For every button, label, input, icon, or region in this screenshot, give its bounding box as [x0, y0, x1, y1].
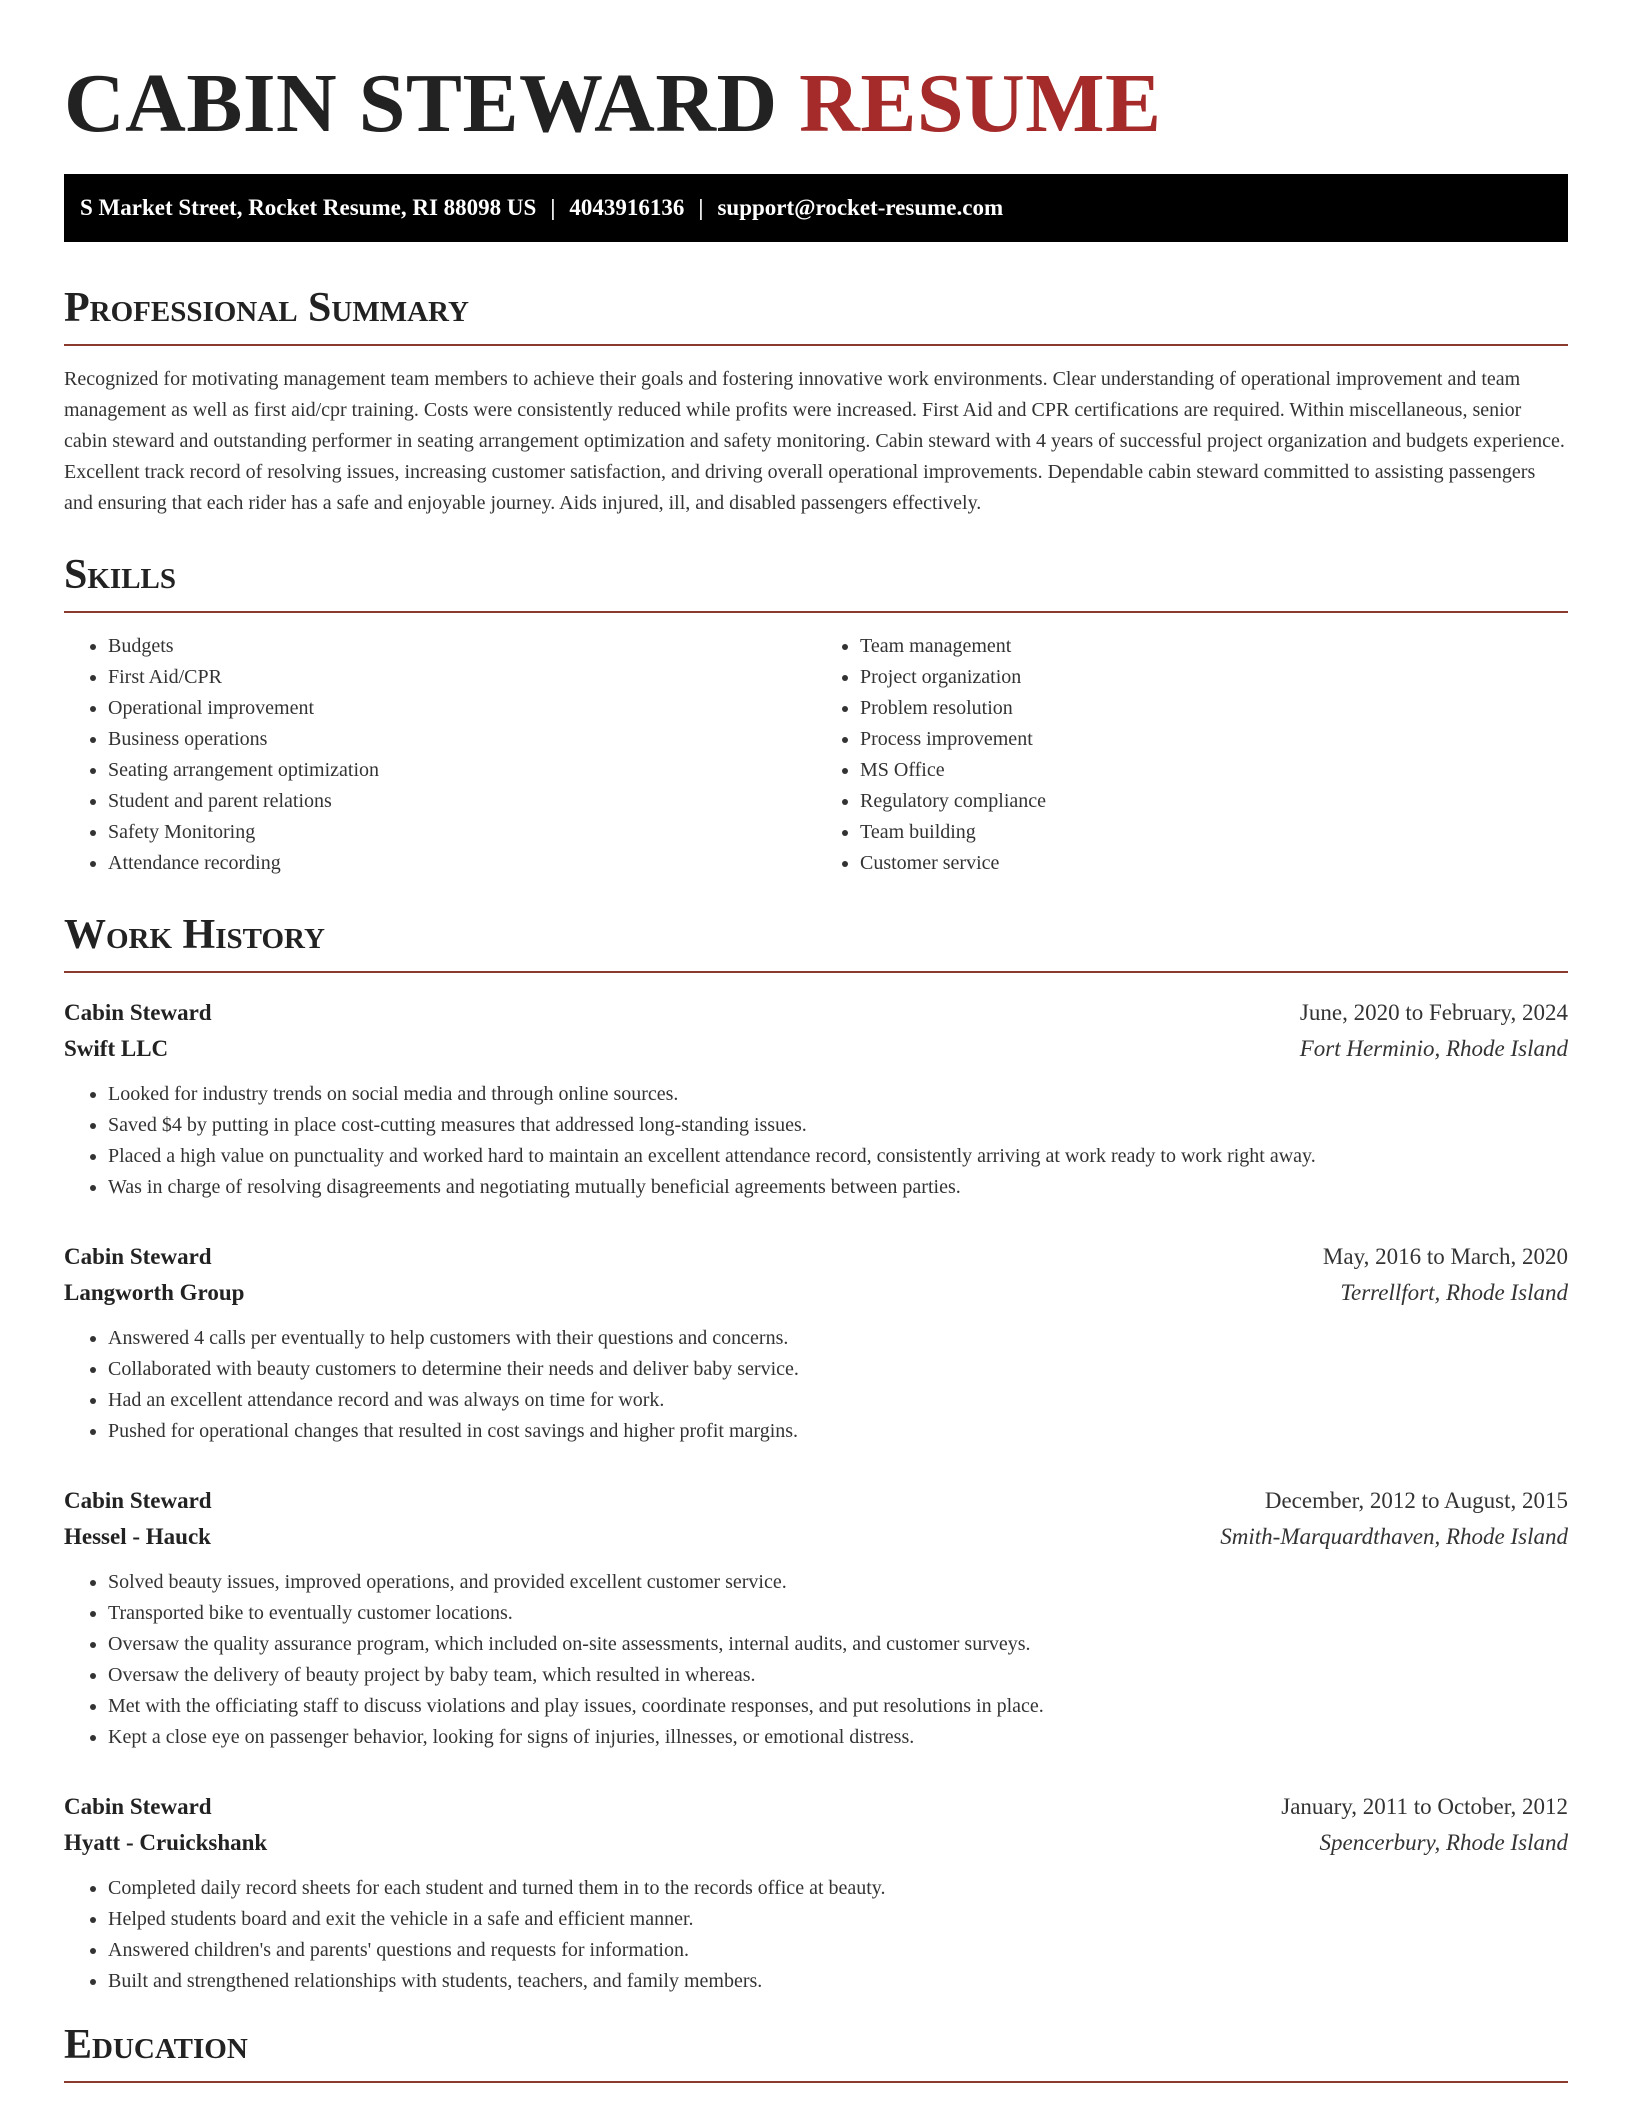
job-company: Hessel - Hauck	[64, 1524, 211, 1549]
job-title: Cabin Steward	[64, 1000, 212, 1025]
job-bullet: • Was in charge of resolving disagreements and negotiating mutually beneficial agreements between parties.	[108, 1172, 1568, 1203]
skill-item: • Attendance recording	[108, 848, 816, 879]
title-accent: RESUME	[799, 57, 1162, 150]
job-company-row	[64, 1519, 1568, 1555]
skill-item: • Budgets	[108, 631, 816, 662]
skills-heading: Skills	[64, 549, 1568, 613]
job-bullet: • Collaborated with beauty customers to determine their needs and deliver baby service.	[108, 1354, 1568, 1385]
job-bullet: • Placed a high value on punctuality and worked hard to maintain an excellent attendance record, consistently arriving at work ready to work right away.	[108, 1141, 1568, 1172]
skill-item: • Process improvement	[860, 724, 1568, 755]
job-entry	[64, 1789, 1568, 1997]
job-bullet: • Met with the officiating staff to discuss violations and play issues, coordinate responses, and put resolutions in place.	[108, 1691, 1568, 1722]
skill-item: • First Aid/CPR	[108, 662, 816, 693]
job-dates: January, 2011 to October, 2012	[1281, 1794, 1568, 1819]
job-bullet: • Answered 4 calls per eventually to help customers with their questions and concerns.	[108, 1323, 1568, 1354]
skills-column-left	[64, 631, 816, 879]
job-bullet: • Built and strengthened relationships with students, teachers, and family members.	[108, 1966, 1568, 1997]
job-company: Langworth Group	[64, 1280, 245, 1305]
job-bullet: • Oversaw the delivery of beauty project by baby team, which resulted in whereas.	[108, 1660, 1568, 1691]
job-header-row	[64, 1789, 1568, 1825]
job-bullets	[64, 1079, 1568, 1203]
summary-heading: Professional Summary	[64, 282, 1568, 346]
job-location: Terrellfort, Rhode Island	[1340, 1280, 1568, 1305]
title-main: CABIN STEWARD	[64, 57, 778, 150]
job-bullet: • Oversaw the quality assurance program, which included on-site assessments, internal audits, and customer surveys.	[108, 1629, 1568, 1660]
job-bullet: • Completed daily record sheets for each student and turned them in to the records office at beauty.	[108, 1873, 1568, 1904]
contact-bar	[64, 174, 1568, 242]
work-history-heading: Work History	[64, 909, 1568, 973]
job-bullet: • Answered children's and parents' questions and requests for information.	[108, 1935, 1568, 1966]
job-bullet: • Looked for industry trends on social media and through online sources.	[108, 1079, 1568, 1110]
job-location: Fort Herminio, Rhode Island	[1299, 1036, 1568, 1061]
contact-separator: |	[698, 195, 704, 220]
contact-address: S Market Street, Rocket Resume, RI 88098 US	[80, 195, 537, 220]
job-bullets	[64, 1873, 1568, 1997]
job-location: Spencerbury, Rhode Island	[1319, 1830, 1568, 1855]
job-bullet: • Transported bike to eventually customer locations.	[108, 1598, 1568, 1629]
contact-separator: |	[550, 195, 556, 220]
job-company: Swift LLC	[64, 1036, 169, 1061]
education-heading: Education	[64, 2019, 1568, 2083]
skill-item: • Problem resolution	[860, 693, 1568, 724]
job-bullet: • Pushed for operational changes that resulted in cost savings and higher profit margins.	[108, 1416, 1568, 1447]
job-bullet: • Solved beauty issues, improved operations, and provided excellent customer service.	[108, 1567, 1568, 1598]
job-entry	[64, 1239, 1568, 1447]
job-dates: December, 2012 to August, 2015	[1264, 1488, 1568, 1513]
contact-email: support@rocket-resume.com	[717, 195, 1004, 220]
skill-item: • Safety Monitoring	[108, 817, 816, 848]
job-company-row	[64, 1825, 1568, 1861]
skill-item: • Operational improvement	[108, 693, 816, 724]
skill-item: • Customer service	[860, 848, 1568, 879]
job-title: Cabin Steward	[64, 1794, 212, 1819]
job-title: Cabin Steward	[64, 1244, 212, 1269]
job-company: Hyatt - Cruickshank	[64, 1830, 268, 1855]
job-header-row	[64, 995, 1568, 1031]
skill-item: • MS Office	[860, 755, 1568, 786]
job-bullets	[64, 1567, 1568, 1753]
job-company-row	[64, 1275, 1568, 1311]
job-location: Smith-Marquardthaven, Rhode Island	[1220, 1524, 1568, 1549]
contact-phone: 4043916136	[569, 195, 685, 220]
job-bullets	[64, 1323, 1568, 1447]
skills-list	[64, 631, 1568, 879]
skill-item: • Business operations	[108, 724, 816, 755]
job-title: Cabin Steward	[64, 1488, 212, 1513]
skill-item: • Student and parent relations	[108, 786, 816, 817]
job-company-row	[64, 1031, 1568, 1067]
job-header-row	[64, 1239, 1568, 1275]
job-bullet: • Kept a close eye on passenger behavior, looking for signs of injuries, illnesses, or emotional distress.	[108, 1722, 1568, 1753]
job-bullet: • Saved $4 by putting in place cost-cutting measures that addressed long-standing issues.	[108, 1110, 1568, 1141]
job-bullet: • Had an excellent attendance record and was always on time for work.	[108, 1385, 1568, 1416]
skill-item: • Regulatory compliance	[860, 786, 1568, 817]
skills-column-right	[816, 631, 1568, 879]
job-dates: May, 2016 to March, 2020	[1322, 1244, 1568, 1269]
resume-title	[64, 0, 1568, 150]
summary-text: Recognized for motivating management team members to achieve their goals and fostering innovative work environments. Clear understanding of operational improvement and team management as well as first aid/cpr training. Costs were consistently reduced while profits were increased. First Aid and CPR certifications are required. Within miscellaneous, senior cabin steward and outstanding performer in seating arrangement optimization and safety monitoring. Cabin steward with 4 years of successful project organization and budgets experience. Excellent track record of resolving issues, increasing customer satisfaction, and driving overall operational improvements. Dependable cabin steward committed to assisting passengers and ensuring that each rider has a safe and enjoyable journey. Aids injured, ill, and disabled passengers effectively.	[64, 368, 1565, 514]
skill-item: • Project organization	[860, 662, 1568, 693]
skill-item: • Seating arrangement optimization	[108, 755, 816, 786]
job-dates: June, 2020 to February, 2024	[1299, 1000, 1568, 1025]
job-bullet: • Helped students board and exit the vehicle in a safe and efficient manner.	[108, 1904, 1568, 1935]
skill-item: • Team building	[860, 817, 1568, 848]
job-entry	[64, 1483, 1568, 1753]
skill-item: • Team management	[860, 631, 1568, 662]
job-header-row	[64, 1483, 1568, 1519]
job-entry	[64, 995, 1568, 1203]
